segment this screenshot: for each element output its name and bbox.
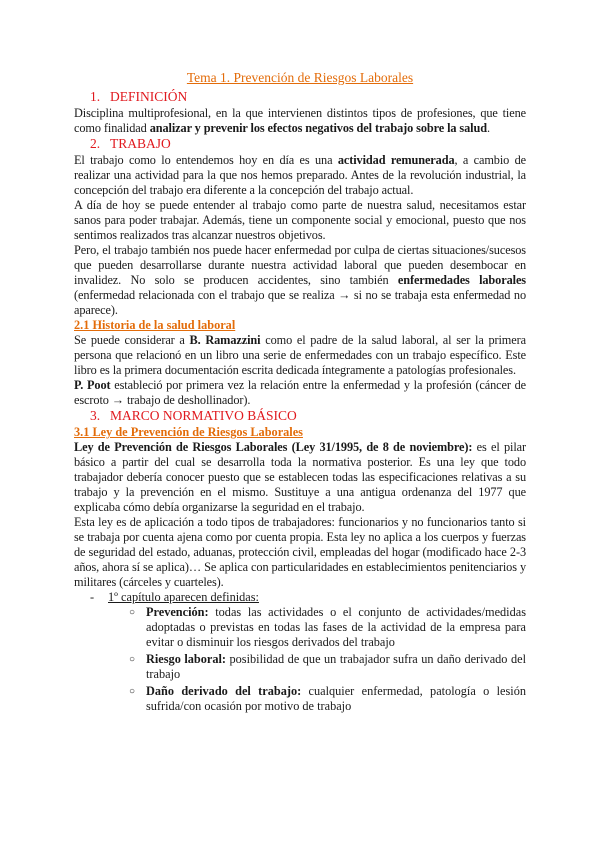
paragraph	[74, 378, 526, 408]
sub-list-item-text	[146, 652, 526, 682]
circle-bullet-icon: ○	[129, 607, 136, 618]
section-number: 2.	[90, 136, 101, 151]
circle-bullet-icon: ○	[129, 686, 136, 697]
subsection-heading-ley: 3.1 Ley de Prevención de Riesgos Laborales	[74, 425, 303, 439]
bold-text: Ley de Prevención de Riesgos Laborales (Ley 31/1995, de 8 de noviembre):	[74, 440, 473, 454]
section-heading-marco-normativo	[74, 408, 526, 424]
text-run: .	[486, 121, 490, 135]
paragraph	[74, 440, 526, 515]
sub-list-item-text	[146, 605, 526, 650]
section-heading-trabajo	[74, 136, 526, 152]
text-run: (enfermedad relacionada con el trabajo que se realiza → si no se trabaja esta enfermedad no aparece).	[74, 288, 526, 317]
paragraph	[74, 153, 526, 198]
paragraph	[74, 106, 526, 136]
bold-text: Riesgo laboral:	[146, 652, 227, 666]
text-run: estableció por primera vez la relación entre la enfermedad y la profesión (cáncer de escroto → trabajo de deshollinador).	[74, 378, 527, 407]
section-number: 1.	[90, 89, 101, 104]
text-run: como el padre de la salud laboral, al ser la primera persona que relacionó en un libro una serie de enfermedades con un trabajo específico. Este libro es la primera documentación escrita dedicada íntegramente a patologías profesionales.	[74, 333, 526, 377]
text-run: El trabajo como lo entendemos hoy en día es una	[74, 153, 338, 167]
text-run: es el pilar básico a partir del cual se desarrolla toda la normativa posterior. Es una ley que todo trabajador debería conocer puesto que se establecen todas las especificaciones relativas a su trabajo y la prevención en el mismo. Sustituye a una antigua ordenanza del 1977 que explicaba cómo debía organizarse la seguridad en el trabajo.	[74, 440, 526, 514]
paragraph	[74, 333, 526, 378]
section-heading-definicion	[74, 89, 526, 105]
text-run: cualquier enfermedad, patología o lesión sufrida/con ocasión por motivo de trabajo	[146, 684, 526, 713]
bold-text: Prevención:	[146, 605, 209, 619]
text-run: Se puede considerar a	[74, 333, 190, 347]
text-run: posibilidad de que un trabajador sufra un daño derivado del trabajo	[146, 652, 526, 681]
bold-text: actividad remunerada	[337, 153, 455, 167]
text-run: todas las actividades o el conjunto de actividades/medidas adoptadas o previstas en todas las fases de la actividad de la empresa para evitar o disminuir los riesgos derivados del trabajo	[146, 605, 526, 649]
bold-text: enfermedades laborales	[397, 273, 526, 287]
text-run: , a cambio de realizar una actividad para la que nos hemos preparado. Antes de la revolución industrial, la concepción del trabajo era diferente a la concepción del trabajo actual.	[74, 153, 526, 197]
section-title: MARCO NORMATIVO BÁSICO	[110, 408, 297, 423]
section-title: TRABAJO	[110, 136, 171, 151]
paragraph: Esta ley es de aplicación a todo tipos de trabajadores: funcionarios y no funcionarios tanto si se trabaja por cuenta ajena como por cuenta propia. Esta ley no aplica a los cuerpos y fuerzas de seguridad del estado, aduanas, protección civil, empleadas del hogar (modificado hace 2-3 años, ahora sí se aplica)… Se aplica con particularidades en establecimientos penitenciarios y militares (cárceles y cuarteles).	[74, 515, 526, 589]
sub-list-item	[74, 652, 526, 682]
list-item-text: 1º capítulo aparecen definidas:	[108, 590, 259, 604]
section-title: DEFINICIÓN	[110, 89, 188, 104]
bold-text: P. Poot	[74, 378, 111, 392]
paragraph	[74, 243, 526, 318]
paragraph: A día de hoy se puede entender al trabajo como parte de nuestra salud, necesitamos estar sanos para poder trabajar. Además, tiene un componente social y emocional, puesto que nos sentimos realizados tras alcanzar nuestros objetivos.	[74, 198, 526, 242]
section-number: 3.	[90, 408, 101, 423]
circle-bullet-icon: ○	[129, 654, 136, 665]
document-title: Tema 1. Prevención de Riesgos Laborales	[186, 70, 414, 85]
list-item	[74, 590, 526, 605]
sub-list-item-text	[146, 684, 526, 714]
bold-text: Daño derivado del trabajo:	[146, 684, 302, 698]
text-run: Pero, el trabajo también nos puede hacer enfermedad por culpa de ciertas situaciones/sucesos que pueden desarrollarse durante nuestra actividad laboral que pueden desembocar en invalidez. No solo se producen accidentes, sino también	[74, 243, 526, 287]
sub-list-item	[74, 605, 526, 650]
sub-list-item	[74, 684, 526, 714]
bold-text: B. Ramazzini	[189, 333, 261, 347]
dash-bullet-icon: -	[90, 590, 95, 604]
subsection-heading-historia: 2.1 Historia de la salud laboral	[74, 318, 236, 332]
bold-text: analizar y prevenir los efectos negativos del trabajo sobre la salud	[149, 121, 487, 135]
text-run: Disciplina multiprofesional, en la que intervienen distintos tipos de profesiones, que tiene como finalidad	[74, 106, 526, 135]
